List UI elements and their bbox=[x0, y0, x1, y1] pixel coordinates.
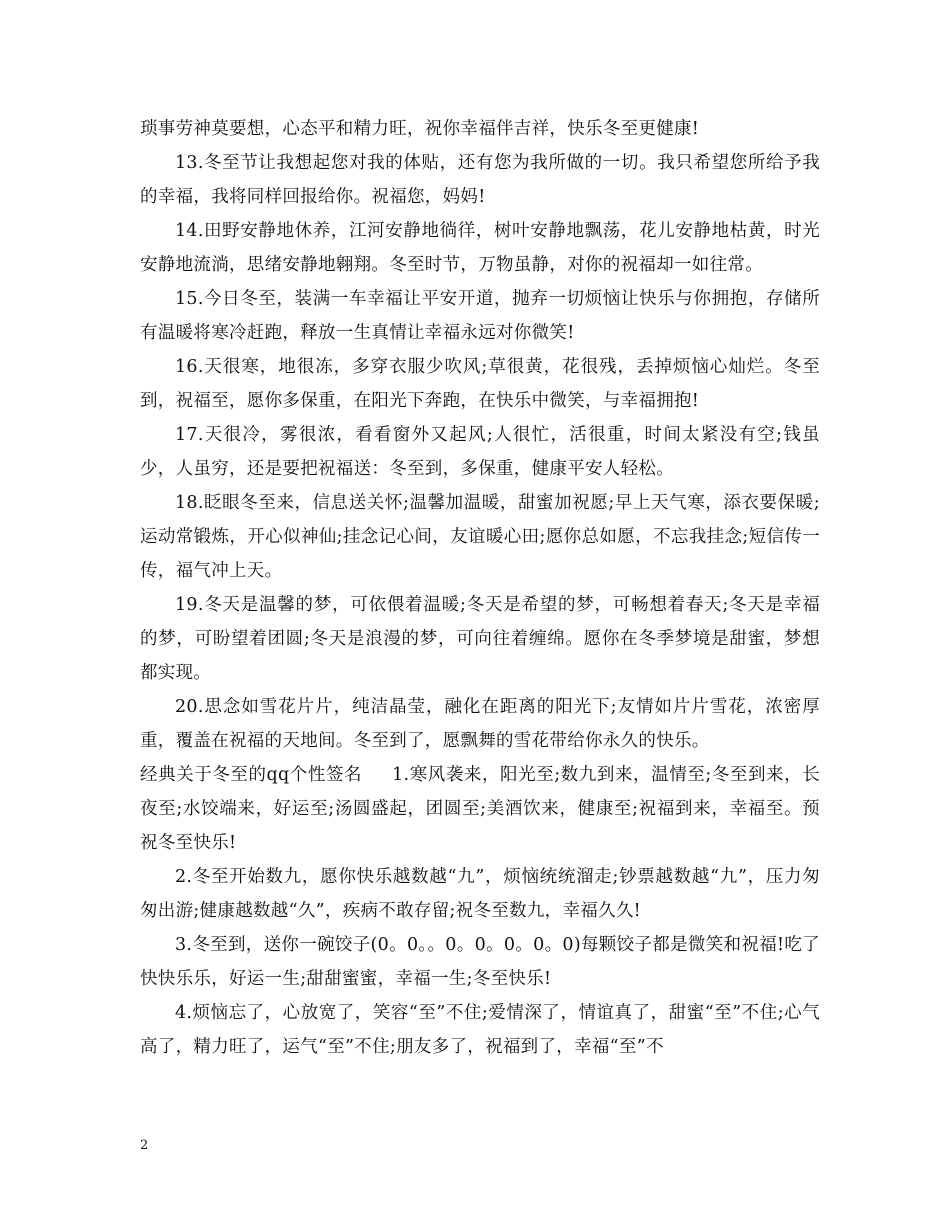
section-heading: 经典关于冬至的qq个性签名 bbox=[140, 765, 363, 785]
section-heading-paragraph bbox=[140, 758, 820, 860]
paragraph-16: 16.天很寒，地很冻，多穿衣服少吹风;草很黄，花很残，丢掉烦恼心灿烂。冬至到，祝福至，愿你多保重，在阳光下奔跑，在快乐中微笑，与幸福拥抱! bbox=[140, 357, 820, 411]
paragraph-14: 14.田野安静地休养，江河安静地徜徉，树叶安静地飘荡，花儿安静地枯黄，时光安静地流淌，思绪安静地翱翔。冬至时节，万物虽静，对你的祝福却一如往常。 bbox=[140, 221, 820, 275]
paragraph-19: 19.冬天是温馨的梦，可依偎着温暖;冬天是希望的梦，可畅想着春天;冬天是幸福的梦，可盼望着团圆;冬天是浪漫的梦，可向往着缠绵。愿你在冬季梦境是甜蜜，梦想都实现。 bbox=[140, 595, 820, 683]
paragraph-15: 15.今日冬至，装满一车幸福让平安开道，抛弃一切烦恼让快乐与你拥抱，存储所有温暖将寒冷赶跑，释放一生真情让幸福永远对你微笑! bbox=[140, 289, 820, 343]
document-body bbox=[140, 112, 820, 1064]
paragraph-20: 20.思念如雪花片片，纯洁晶莹，融化在距离的阳光下;友情如片片雪花，浓密厚重，覆盖在祝福的天地间。冬至到了，愿飘舞的雪花带给你永久的快乐。 bbox=[140, 697, 820, 751]
paragraph-13: 13.冬至节让我想起您对我的体贴，还有您为我所做的一切。我只希望您所给予我的幸福，我将同样回报给你。祝福您，妈妈! bbox=[140, 153, 820, 207]
paragraph-17: 17.天很冷，雾很浓，看看窗外又起风;人很忙，活很重，时间太紧没有空;钱虽少，人虽穷，还是要把祝福送：冬至到，多保重，健康平安人轻松。 bbox=[140, 425, 820, 479]
page-number: 2 bbox=[140, 1138, 149, 1153]
section-item-2: 2.冬至开始数九，愿你快乐越数越“九”，烦恼统统溜走;钞票越数越“九”，压力匆匆出游;健康越数越“久”，疾病不敢存留;祝冬至数九，幸福久久! bbox=[140, 867, 820, 921]
section-item-3: 3.冬至到，送你一碗饺子(0。0。。0。0。0。0。0)每颗饺子都是微笑和祝福!吃了快快乐乐，好运一生;甜甜蜜蜜，幸福一生;冬至快乐! bbox=[140, 935, 820, 989]
section-item-1: 1.寒风袭来，阳光至;数九到来，温情至;冬至到来，长夜至;水饺端来，好运至;汤圆盛起，团圆至;美酒饮来，健康至;祝福到来，幸福至。预祝冬至快乐! bbox=[140, 765, 820, 853]
paragraph-0: 琐事劳神莫要想，心态平和精力旺，祝你幸福伴吉祥，快乐冬至更健康! bbox=[140, 119, 700, 139]
paragraph-18: 18.眨眼冬至来，信息送关怀;温馨加温暖，甜蜜加祝愿;早上天气寒，添衣要保暖;运动常锻炼，开心似神仙;挂念记心间，友谊暖心田;愿你总如愿，不忘我挂念;短信传一传，福气冲上天。 bbox=[140, 493, 820, 581]
section-item-4: 4.烦恼忘了，心放宽了，笑容“至”不住;爱情深了，情谊真了，甜蜜“至”不住;心气高了，精力旺了，运气“至”不住;朋友多了，祝福到了，幸福“至”不 bbox=[140, 1003, 820, 1057]
